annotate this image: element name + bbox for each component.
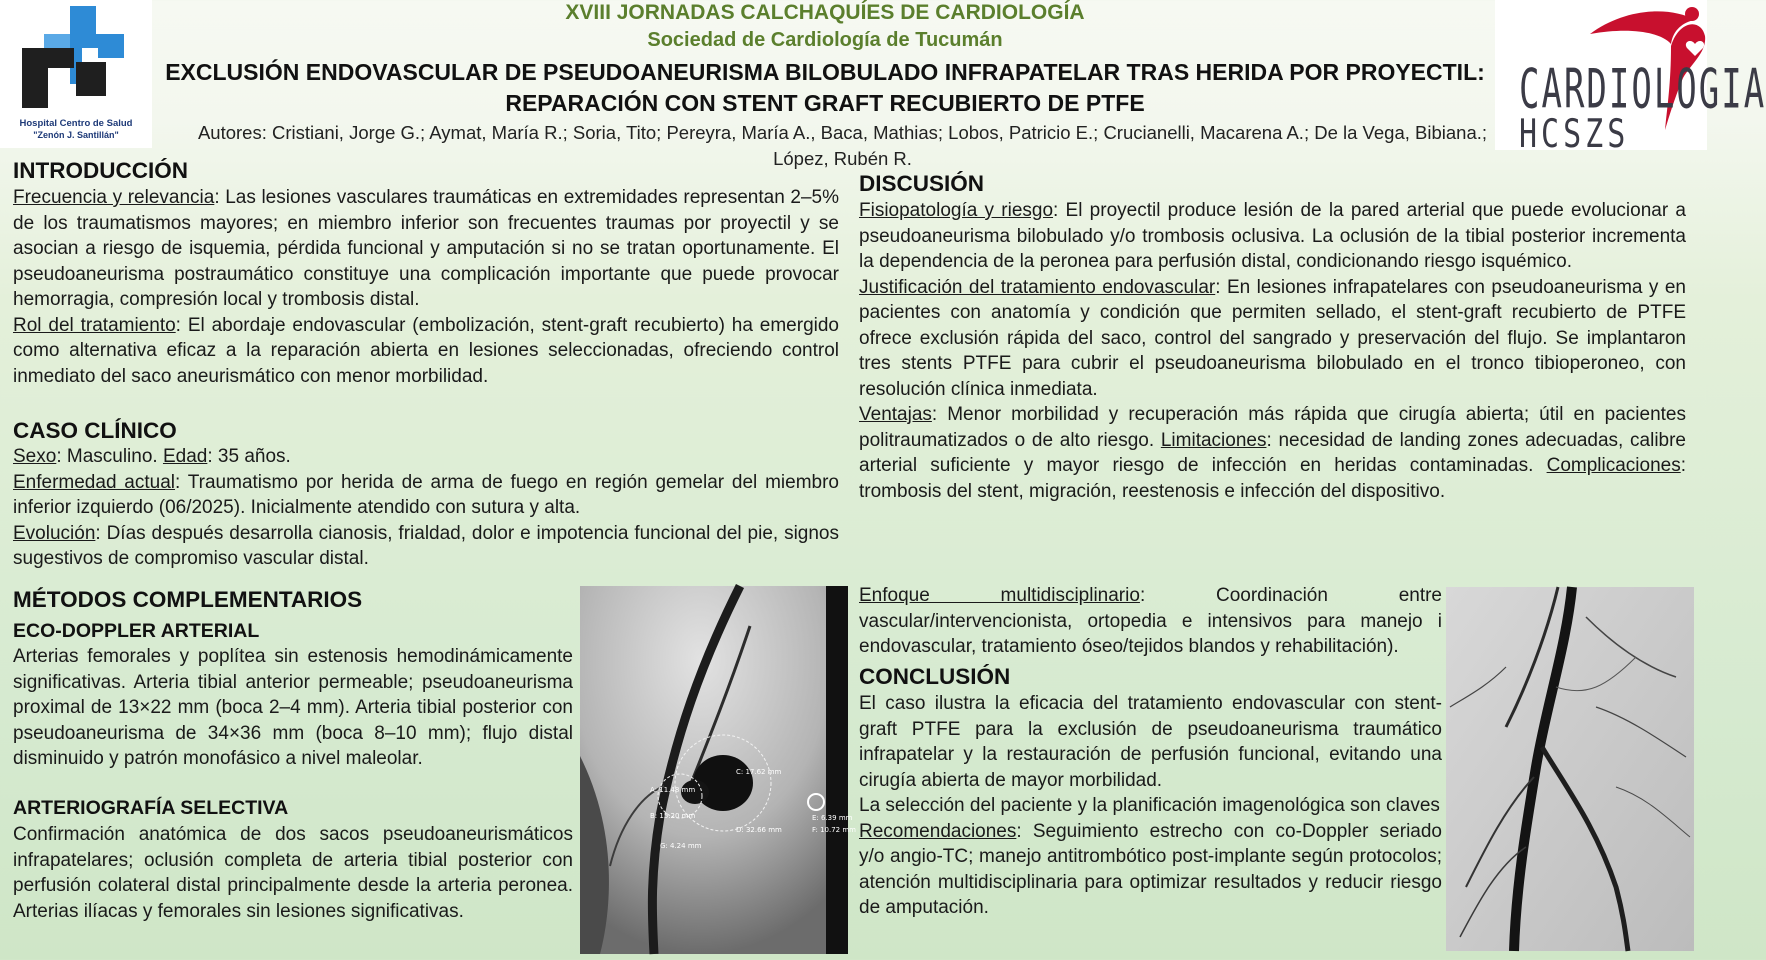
cardio-logo-line1: CARDIOLOGIA — [1519, 58, 1766, 122]
disc-label-complicaciones: Complicaciones — [1546, 455, 1681, 476]
hospital-name: Hospital Centro de Salud — [19, 118, 133, 129]
disc-paragraph-ventajas — [859, 402, 1686, 504]
disc-label-fisiopatologia: Fisiopatología y riesgo — [859, 200, 1054, 221]
disc-label-justificacion: Justificación del tratamiento endovascular — [859, 276, 1216, 298]
conclusion-label-recomendaciones: Recomendaciones — [859, 820, 1017, 842]
hospital-subname: "Zenón J. Santillán" — [33, 130, 119, 140]
angiography-left-graphic — [580, 586, 856, 954]
disc-text-fisiopatologia: : El proyectil produce lesión de la pared arterial que puede evolucionar a pseudoaneurisma bilobulado y/o trombosis oclusiva. La oclusión de la tibial posterior incrementa la dependencia de la peronea para perfusión distal, condicionando riesgo isquémico. — [859, 200, 1686, 272]
disc-label-ventajas: Ventajas — [859, 404, 932, 425]
caso-line-evolucion — [13, 521, 839, 572]
disc-paragraph-fisiopatologia — [859, 198, 1686, 275]
angio-measure-b: B: 15.20 mm — [650, 812, 696, 820]
disc-paragraph-justificacion — [859, 275, 1686, 403]
caso-text-edad: : 35 años. — [207, 446, 291, 467]
conclusion-text-recomendaciones: : Seguimiento estrecho con co-Doppler seriado y/o angio-TC; manejo antitrombótico post-implante según protocolos; atención multidisciplinaria para optimizar resultados y reducir riesgo de amputación. — [859, 820, 1442, 918]
discusion-body — [859, 198, 1686, 504]
cardiologia-logo — [1495, 0, 1766, 158]
intro-label-frecuencia: Frecuencia y relevancia — [13, 187, 215, 208]
caso-clinico-heading: CASO CLÍNICO — [13, 418, 177, 443]
conclusion-heading: CONCLUSIÓN — [859, 664, 1011, 689]
caso-text-sexo: : Masculino. — [56, 446, 163, 467]
caso-label-evolucion: Evolución — [13, 522, 96, 544]
disc-text-enfoque: : Coordinación entre vascular/intervencionista, ortopedia e intensivos para manejo i endovascular, tratamiento óseo/tejidos blandos y rehabilitación). — [859, 585, 1442, 657]
disc-text-ventajas: : Menor morbilidad y recuperación más rápida que cirugía abierta; útil en pacientes politraumatizados o de alto riesgo. — [859, 404, 1686, 451]
intro-paragraph-1 — [13, 185, 839, 313]
eco-doppler-text: Arterias femorales y poplítea sin estenosis hemodinámicamente significativas. Arteria tibial anterior permeable; pseudoaneurisma proximal de 13×22 mm (boca 2–4 mm). Arteria tibial posterior con pseudoaneurisma de 34×36 mm (boca 8–10 mm); flujo distal disminuido y patrón monofásico a nivel maleolar. — [13, 646, 573, 769]
conclusion-paragraph-recomendaciones — [859, 819, 1442, 921]
poster-title: EXCLUSIÓN ENDOVASCULAR DE PSEUDOANEURISMA BILOBULADO INFRAPATELAR TRAS HERIDA POR PROYECTIL: REPARACIÓN CON STENT GRAFT RECUBIERTO DE PTFE — [165, 59, 1485, 116]
angio-measure-f: F: 10.72 mm — [812, 826, 856, 834]
angio-measure-c: C: 17.62 mm — [736, 768, 782, 776]
society-name: Sociedad de Cardiología de Tucumán — [647, 29, 1003, 51]
angiography-image-left — [580, 586, 856, 954]
disc-label-enfoque: Enfoque multidisciplinario — [859, 585, 1140, 606]
hospital-cross-icon — [18, 4, 138, 114]
caso-label-edad: Edad — [162, 446, 208, 467]
intro-text-frecuencia: : Las lesiones vasculares traumáticas en extremidades representan 2–5% de los traumatismos mayores; en miembro inferior son frecuentes traumas por proyectil y se asocian a riesgo de isquemia, pérdida funcional y amputación si no se tratan oportunamente. El pseudoaneurisma postraumático constituye una complicación importante que puede provocar hemorragia, compresión local y trombosis distal. — [13, 187, 839, 310]
caso-clinico-body — [13, 444, 839, 572]
caso-line-enfermedad — [13, 470, 839, 521]
arteriografia-text: Confirmación anatómica de dos sacos pseudoaneurismáticos infrapatelares; oclusión completa de arteria tibial posterior con perfusión colateral distal principalmente desde la arteria peronea. Arterias ilíacas y femorales sin lesiones significativas. — [13, 824, 573, 922]
hospital-logo — [0, 0, 152, 148]
eco-doppler-heading: ECO-DOPPLER ARTERIAL — [13, 620, 260, 642]
intro-label-rol: Rol del tratamiento — [13, 314, 176, 336]
conclusion-body — [859, 691, 1442, 921]
intro-paragraph-2 — [13, 313, 839, 390]
conclusion-paragraph-2: La selección del paciente y la planificación imagenológica son claves — [859, 795, 1440, 816]
introduccion-heading: INTRODUCCIÓN — [13, 158, 188, 183]
angio-measure-g: G: 4.24 mm — [660, 842, 702, 850]
cardio-logo-line2: HCSZS — [1519, 112, 1630, 158]
caso-label-sexo: Sexo — [13, 446, 57, 467]
angio-measure-e: E: 6.39 mm — [812, 814, 853, 822]
caso-text-enfermedad: : Traumatismo por herida de arma de fuego en región gemelar del miembro inferior izquierdo (06/2025). Inicialmente atendido con sutura y alta. — [13, 471, 839, 518]
disc-text-justificacion: : En lesiones infrapatelares con pseudoaneurisma y en pacientes con anatomía y condición que permiten sellado, el stent-graft recubierto de PTFE ofrece exclusión rápida del saco, control del sangrado y preservación del flujo. Se implantaron tres stents PTFE para cubrir el pseudoaneurisma bilobulado en el tronco tibioperoneo, con resolución clínica inmediata. — [859, 276, 1686, 400]
conclusion-paragraph-1: El caso ilustra la eficacia del tratamiento endovascular con stent-graft PTFE para la exclusión de pseudoaneurisma traumático infrapatelar y la restauración de perfusión funcional, evitando una cirugía abierta de mayor morbilidad. — [859, 693, 1442, 791]
angio-measure-a: A: 11.48 mm — [650, 786, 696, 794]
authors: Autores: Cristiani, Jorge G.; Aymat, María R.; Soria, Tito; Pereyra, María A., Baca, Mathias; Lobos, Patricio E.; Crucianelli, Macarena A.; De la Vega, Bibiana.; López, Rubén R. — [197, 122, 1488, 169]
disc-text-complicaciones: : trombosis del stent, migración, reestenosis e infección del dispositivo. — [859, 455, 1686, 502]
angio-measure-d: D: 32.66 mm — [736, 826, 782, 834]
caso-text-evolucion: : Días después desarrolla cianosis, frialdad, dolor e impotencia funcional del pie, signos sugestivos de compromiso vascular distal. — [13, 522, 839, 569]
event-title: XVIII JORNADAS CALCHAQUÍES DE CARDIOLOGÍA — [565, 1, 1085, 24]
disc-text-limitaciones: : necesidad de landing zones adecuadas, calibre arterial suficiente y mayor riesgo de infección en heridas contaminadas. — [859, 429, 1686, 476]
intro-text-rol: : El abordaje endovascular (embolización, stent-graft recubierto) ha emergido como alternativa eficaz a la reparación abierta en lesiones seleccionadas, ofreciendo control inmediato del saco aneurismático con menor morbilidad. — [13, 314, 839, 387]
introduccion-body — [13, 185, 839, 389]
disc-paragraph-enfoque — [859, 583, 1442, 660]
caso-line-sexo-edad — [13, 444, 839, 470]
caso-label-enfermedad: Enfermedad actual — [13, 471, 176, 493]
metodos-heading: MÉTODOS COMPLEMENTARIOS — [13, 587, 363, 612]
discusion-heading: DISCUSIÓN — [859, 171, 985, 196]
angiography-right-graphic — [1446, 587, 1694, 951]
angiography-image-right — [1446, 587, 1694, 951]
arteriografia-heading: ARTERIOGRAFÍA SELECTIVA — [13, 797, 289, 819]
disc-label-limitaciones: Limitaciones — [1160, 429, 1267, 451]
